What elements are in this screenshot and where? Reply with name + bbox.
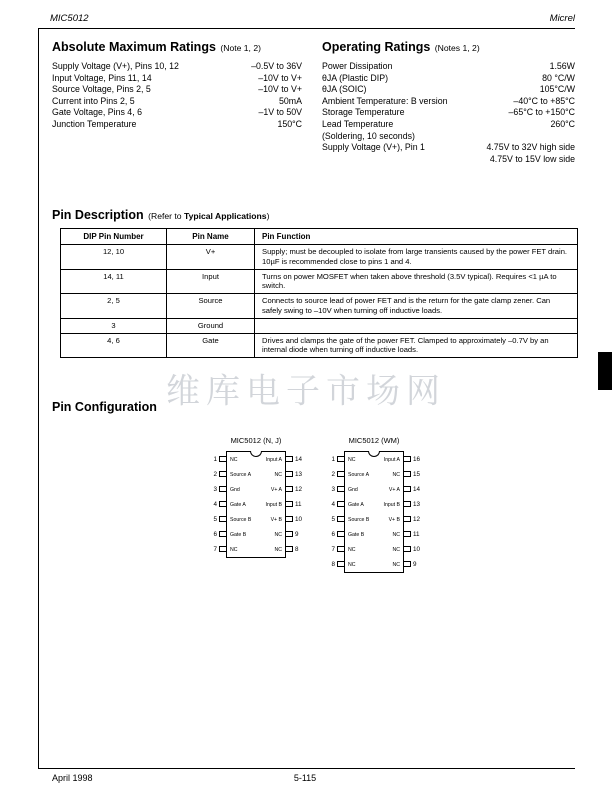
part-number: MIC5012 — [50, 13, 89, 24]
pin-label: NC — [392, 561, 400, 568]
spec-value: –0.5V to 36V — [251, 61, 302, 71]
cell-pins: 12, 10 — [61, 245, 167, 270]
cell-pins: 2, 5 — [61, 294, 167, 319]
pin-label: NC — [274, 471, 282, 478]
pin-stub — [337, 501, 345, 507]
spec-row — [322, 84, 575, 96]
pin-number: 5 — [213, 516, 217, 523]
pin-number: 12 — [413, 516, 421, 523]
pin-stub — [219, 531, 227, 537]
cell-function: Connects to source lead of power FET and is the return for the gate clamp zener. Can safely swing to –10V when turning off inductive loads. — [255, 294, 578, 319]
section-heading — [52, 38, 302, 56]
pin-stub — [403, 561, 411, 567]
spec-row — [52, 61, 302, 73]
spec-value: 260°C — [550, 118, 575, 129]
pin-row — [331, 527, 420, 542]
spec-row — [322, 142, 575, 154]
pin-stub — [285, 456, 293, 462]
pin-label: Source A — [230, 471, 252, 478]
pin-number: 13 — [413, 501, 421, 508]
chip-title: MIC5012 (WM) — [348, 436, 400, 445]
pin-row — [213, 527, 299, 542]
pin-number: 9 — [413, 561, 417, 568]
spec-value: 1.56W — [549, 61, 575, 71]
spec-row — [52, 96, 302, 108]
table-row — [61, 294, 578, 319]
pin-label: Source B — [348, 516, 370, 523]
pin-number: 16 — [413, 456, 421, 463]
pin-label: Input A — [265, 456, 282, 463]
pin-number: 14 — [413, 486, 421, 493]
refer-bold: Typical Applications — [183, 211, 267, 221]
pin-number: 9 — [295, 531, 299, 538]
pin-row — [213, 467, 303, 482]
pin-number: 5 — [331, 516, 335, 523]
pin-label: Gate A — [348, 501, 364, 508]
pin-label: Gate B — [348, 531, 365, 538]
pin-number: 15 — [413, 471, 421, 478]
brand-name: Micrel — [549, 13, 575, 24]
cell-function: Supply; must be decoupled to isolate from large transients caused by the power FET drain. 10µF is recommended close to pins 1 and 4. — [255, 245, 578, 270]
pin-number: 3 — [331, 486, 335, 493]
pin-stub — [403, 546, 411, 552]
spec-value: 4.75V to 32V high side — [486, 142, 575, 153]
cell-name: V+ — [167, 245, 255, 270]
spec-row — [322, 119, 575, 131]
spec-value: –1V to 50V — [258, 107, 302, 118]
pin-label: NC — [392, 471, 400, 478]
spec-row — [322, 96, 575, 108]
pin-number: 10 — [295, 516, 303, 523]
section-heading — [322, 38, 575, 56]
chip-title: MIC5012 (N, J) — [230, 436, 282, 445]
cell-name: Source — [167, 294, 255, 319]
refer-prefix: (Refer to — [148, 211, 184, 221]
pin-stub — [403, 501, 411, 507]
pin-stub — [285, 486, 293, 492]
spec-value: –65°C to +150°C — [508, 107, 575, 118]
cell-name: Input — [167, 269, 255, 294]
pin-stub — [337, 561, 345, 567]
pin-label: NC — [392, 546, 400, 553]
pin-stub — [337, 471, 345, 477]
pin-stub — [403, 486, 411, 492]
pin-stub — [285, 471, 293, 477]
pin-stub — [403, 471, 411, 477]
footer-date: April 1998 — [52, 773, 93, 783]
pin-label: V+ A — [388, 486, 400, 493]
pin-description-table — [60, 228, 578, 358]
pin-label: NC — [274, 531, 282, 538]
pin-label: NC — [348, 546, 356, 553]
pin-stub — [219, 546, 227, 552]
col-header-pin-name: Pin Name — [167, 229, 255, 245]
cell-function — [255, 318, 578, 333]
pin-stub — [403, 516, 411, 522]
pin-row — [331, 542, 421, 557]
pin-number: 8 — [331, 561, 335, 568]
left-margin-rule — [38, 28, 39, 768]
page-header — [50, 13, 575, 24]
pin-row — [213, 482, 303, 497]
pin-label: Input B — [383, 501, 400, 508]
pin-stub — [219, 486, 227, 492]
pin-number: 8 — [295, 546, 299, 553]
pin-row — [331, 482, 421, 497]
spec-value: –10V to V+ — [258, 84, 302, 95]
spec-row — [52, 84, 302, 96]
spec-label: Current into Pins 2, 5 — [52, 95, 135, 106]
pin-stub — [219, 456, 227, 462]
section-title: Operating Ratings — [322, 40, 431, 54]
pin-row — [331, 452, 421, 467]
pin-stub — [403, 531, 411, 537]
pin-label: V+ A — [270, 486, 282, 493]
spec-label: Storage Temperature — [322, 107, 405, 118]
pin-label: V+ B — [388, 516, 400, 523]
section-note: (Notes 1, 2) — [434, 43, 480, 53]
cell-function: Drives and clamps the gate of the power FET. Clamped to approximately –0.7V by an internal diode when turning off inductive loads. — [255, 333, 578, 358]
table-row — [61, 245, 578, 270]
pin-label: Gnd — [348, 486, 358, 493]
pin-label: Gate A — [230, 501, 246, 508]
pin-row — [213, 452, 303, 467]
cell-pins: 4, 6 — [61, 333, 167, 358]
pin-stub — [219, 501, 227, 507]
pin-stub — [285, 531, 293, 537]
spec-label: Gate Voltage, Pins 4, 6 — [52, 107, 142, 118]
table-row — [61, 269, 578, 294]
pin-label: NC — [230, 456, 238, 463]
spec-value: –10V to V+ — [258, 72, 302, 83]
spec-row — [322, 73, 575, 85]
spec-label: Junction Temperature — [52, 118, 137, 129]
pin-number: 10 — [413, 546, 421, 553]
pin-label: Gate B — [230, 531, 247, 538]
table-header-row — [61, 229, 578, 245]
spec-value: –40°C to +85°C — [513, 95, 575, 106]
cell-name: Ground — [167, 318, 255, 333]
pin-label: V+ B — [270, 516, 282, 523]
pin-number: 3 — [213, 486, 217, 493]
spec-label: Power Dissipation — [322, 61, 393, 71]
chip-body — [213, 451, 303, 558]
col-header-pin-function: Pin Function — [255, 229, 578, 245]
pin-row — [213, 512, 303, 527]
pin-number: 7 — [331, 546, 335, 553]
pin-label: NC — [230, 546, 238, 553]
pin-number: 6 — [213, 531, 217, 538]
table-row — [61, 333, 578, 358]
pin-stub — [219, 471, 227, 477]
spec-label: Supply Voltage (V+), Pins 10, 12 — [52, 61, 179, 71]
spec-row — [322, 131, 575, 143]
pin-stub — [219, 516, 227, 522]
spec-label: Ambient Temperature: B version — [322, 95, 448, 106]
watermark-text: 维库电子市场网 — [166, 372, 446, 411]
cell-pins: 14, 11 — [61, 269, 167, 294]
section-title: Pin Description — [52, 208, 144, 222]
pin-stub — [337, 546, 345, 552]
pin-stub — [337, 531, 345, 537]
spec-value: 4.75V to 15V low side — [489, 153, 575, 164]
footer-rule — [38, 768, 575, 769]
pin-label: NC — [348, 561, 356, 568]
absolute-maximum-ratings-section — [52, 38, 302, 131]
pin-label: Input A — [383, 456, 400, 463]
cell-function: Turns on power MOSFET when taken above threshold (3.5V typical). Requires <1 µA to switch. — [255, 269, 578, 294]
pin-number: 1 — [331, 456, 335, 463]
table-row — [61, 318, 578, 333]
pin-stub — [337, 516, 345, 522]
section-index-tab — [598, 352, 612, 390]
pin-stub — [403, 456, 411, 462]
pin-number: 1 — [213, 456, 217, 463]
pin-label: NC — [348, 456, 356, 463]
pin-stub — [285, 546, 293, 552]
spec-label: (Soldering, 10 seconds) — [322, 130, 415, 141]
refer-suffix: ) — [266, 211, 270, 221]
cell-name: Gate — [167, 333, 255, 358]
spec-value: 50mA — [279, 95, 302, 106]
section-title: Pin Configuration — [52, 400, 157, 414]
pin-row — [331, 512, 421, 527]
spec-value: 80 °C/W — [542, 72, 575, 83]
spec-list — [52, 61, 302, 131]
pin-number: 13 — [295, 471, 303, 478]
pin-label: Gnd — [230, 486, 240, 493]
spec-row — [322, 107, 575, 119]
chip-body — [331, 451, 421, 573]
pin-description-heading — [52, 206, 269, 224]
pin-number: 4 — [213, 501, 217, 508]
footer-page-number: 5-115 — [293, 773, 317, 783]
pin-number: 11 — [295, 501, 302, 508]
spec-row — [322, 61, 575, 73]
pin-number: 2 — [213, 471, 217, 478]
pin-number: 2 — [331, 471, 335, 478]
pin-row — [213, 497, 302, 512]
pin-diagram-soic16 — [331, 436, 421, 573]
pin-number: 7 — [213, 546, 217, 553]
pin-stub — [285, 501, 293, 507]
pin-row — [331, 467, 421, 482]
spec-value: 150°C — [277, 118, 302, 129]
pin-label: Source B — [230, 516, 252, 523]
spec-list — [322, 61, 575, 165]
spec-label: Source Voltage, Pins 2, 5 — [52, 84, 151, 95]
pin-number: 12 — [295, 486, 303, 493]
pin-number: 4 — [331, 501, 335, 508]
spec-row — [52, 119, 302, 131]
pin-stub — [337, 486, 345, 492]
spec-row — [52, 107, 302, 119]
spec-label: Lead Temperature — [322, 118, 394, 129]
pin-diagram-dip14 — [213, 436, 303, 558]
spec-label: Supply Voltage (V+), Pin 1 — [322, 142, 425, 153]
operating-ratings-section — [322, 38, 575, 165]
cell-pins: 3 — [61, 318, 167, 333]
spec-label: Input Voltage, Pins 11, 14 — [52, 72, 152, 83]
spec-value: 105°C/W — [539, 84, 575, 95]
pin-number: 11 — [413, 531, 420, 538]
pin-row — [331, 497, 421, 512]
col-header-dip-pin-number: DIP Pin Number — [61, 229, 167, 245]
spec-label: θJA (SOIC) — [322, 84, 367, 95]
header-rule — [38, 28, 575, 29]
pin-stub — [285, 516, 293, 522]
pin-label: Source A — [348, 471, 370, 478]
pin-row — [213, 542, 299, 557]
pin-number: 14 — [295, 456, 303, 463]
section-note — [148, 211, 269, 221]
section-title: Absolute Maximum Ratings — [52, 40, 216, 54]
pin-number: 6 — [331, 531, 335, 538]
pin-label: NC — [392, 531, 400, 538]
pin-label: Input B — [265, 501, 282, 508]
pin-row — [331, 557, 417, 572]
spec-row — [52, 73, 302, 85]
pin-stub — [337, 456, 345, 462]
section-note: (Note 1, 2) — [220, 43, 261, 53]
pin-label: NC — [274, 546, 282, 553]
spec-row — [322, 154, 575, 166]
spec-label: θJA (Plastic DIP) — [322, 72, 388, 83]
pin-configuration-heading — [52, 398, 157, 416]
